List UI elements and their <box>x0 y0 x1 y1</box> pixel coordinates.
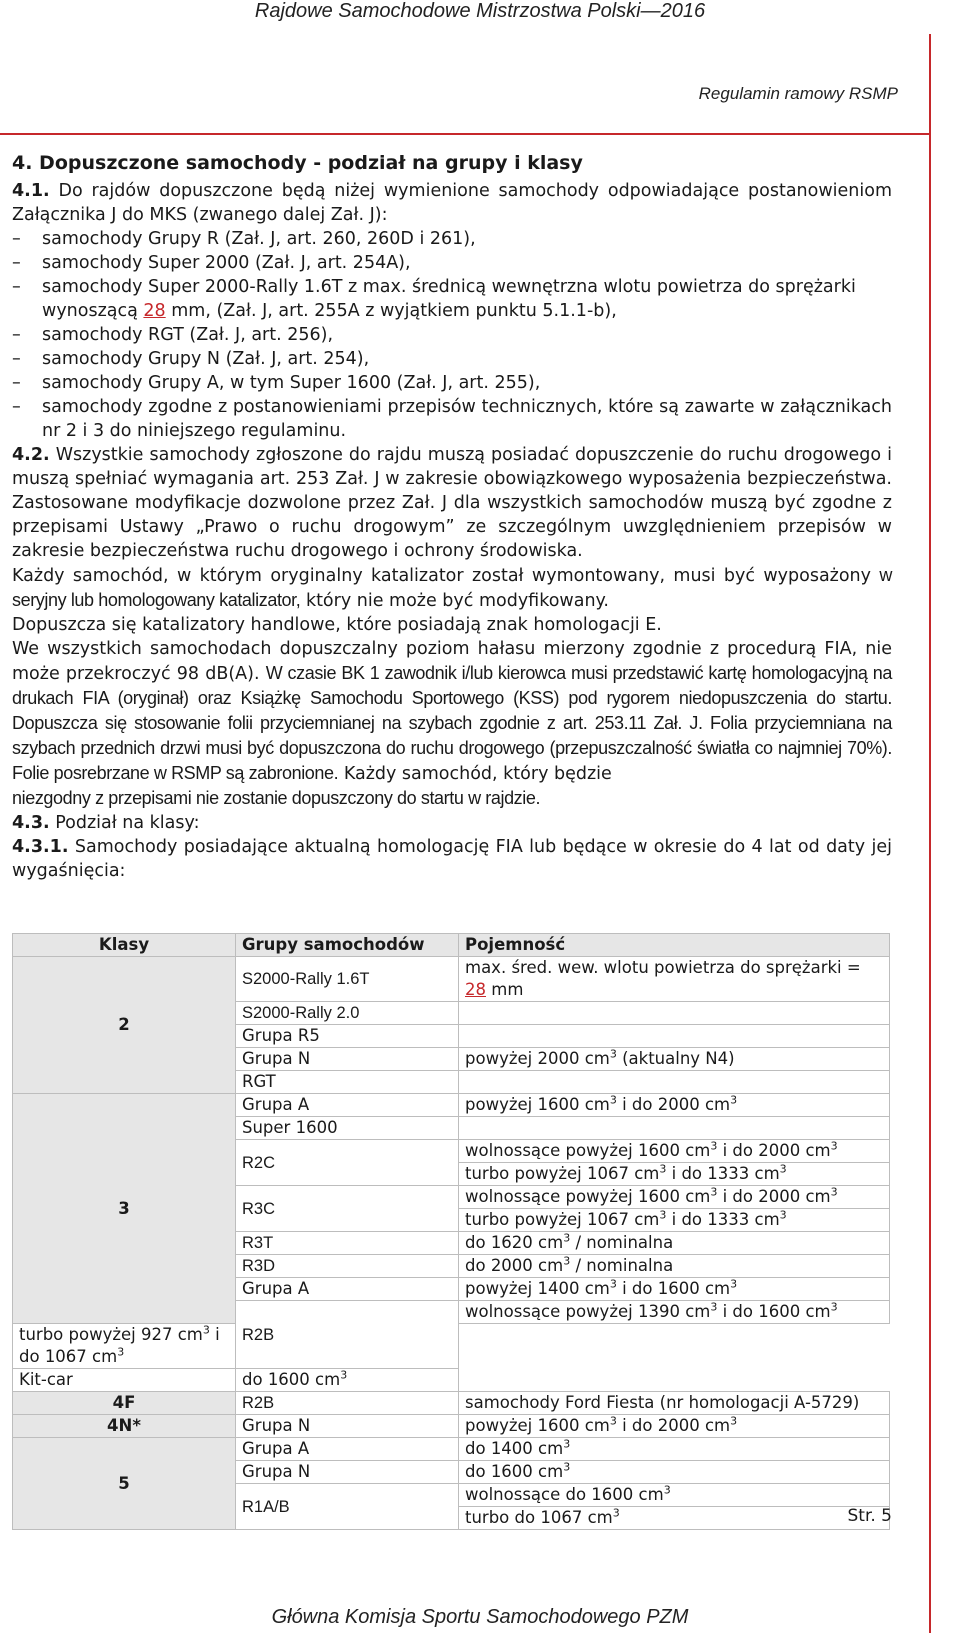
superscript: 3 <box>830 1139 838 1153</box>
superscript: 3 <box>663 1483 671 1497</box>
capacity-cell <box>459 1071 890 1094</box>
allowed-cars-list <box>12 227 892 443</box>
capacity-cell <box>459 1278 890 1301</box>
superscript: 3 <box>730 1093 738 1107</box>
paragraph-4-1 <box>12 179 892 227</box>
capacity-text: wolnossące powyżej 1390 cm <box>465 1302 711 1321</box>
class-cell: 5 <box>13 1438 236 1530</box>
group-cell: R1A/B <box>236 1484 459 1530</box>
column-header-klasy: Klasy <box>13 934 236 957</box>
group-cell: Grupa A <box>236 1094 459 1117</box>
document-header-subtitle: Regulamin ramowy RSMP <box>698 84 898 103</box>
paragraph-text: w seryjny lub homologowany katalizator, <box>12 565 892 610</box>
superscript: 3 <box>710 1185 718 1199</box>
capacity-text: / nominalna <box>570 1256 674 1275</box>
list-item: – samochody Grupy R (Zał. J, art. 260, 260D i 261), <box>12 227 892 251</box>
list-item-text: mm, (Zał. J, art. 255A z wyjątkiem punktu 5.1.1-b), <box>165 301 617 321</box>
document-header-title: Rajdowe Samochodowe Mistrzostwa Polski—2016 <box>254 0 706 22</box>
capacity-text: i do 2000 cm <box>717 1187 831 1206</box>
column-header-pojemnosc: Pojemność <box>459 934 890 957</box>
capacity-cell <box>459 1415 890 1438</box>
superscript: 3 <box>710 1139 718 1153</box>
capacity-text: do 1600 cm <box>242 1370 341 1389</box>
capacity-text: do 1400 cm <box>465 1439 564 1458</box>
superscript: 3 <box>340 1368 348 1382</box>
capacity-text: / nominalna <box>570 1233 674 1252</box>
paragraph-text: który nie może być modyfikowany. <box>300 591 609 611</box>
superscript: 3 <box>202 1323 210 1337</box>
document-body <box>12 150 892 883</box>
highlighted-value: 28 <box>143 301 166 321</box>
class-division-table <box>12 933 890 1530</box>
capacity-text: i do 1333 cm <box>666 1164 780 1183</box>
table-header-row <box>13 934 890 957</box>
superscript: 3 <box>830 1300 838 1314</box>
capacity-text: turbo powyżej 1067 cm <box>465 1210 660 1229</box>
paragraph-text: niezgodny z przepisami nie zostanie dopuszczony do startu w rajdzie. <box>12 788 541 808</box>
superscript: 3 <box>612 1506 620 1520</box>
capacity-text: mm <box>486 980 524 999</box>
superscript: 3 <box>710 1300 718 1314</box>
capacity-cell <box>459 1025 890 1048</box>
capacity-text: i do 1067 cm <box>19 1325 220 1366</box>
superscript: 3 <box>117 1345 125 1359</box>
superscript: 3 <box>779 1208 787 1222</box>
paragraph-number: 4.1. <box>12 181 50 201</box>
column-header-grupy: Grupy samochodów <box>236 934 459 957</box>
group-cell: R2C <box>236 1140 459 1186</box>
paragraph-text: Każdy samochód, w którym oryginalny katalizator został wymontowany, musi być wyposażony <box>12 566 880 586</box>
group-cell: R2B <box>236 1392 459 1415</box>
capacity-cell <box>459 1048 890 1071</box>
capacity-text: do 1600 cm <box>465 1462 564 1481</box>
group-cell: Super 1600 <box>236 1117 459 1140</box>
capacity-text: powyżej 2000 cm <box>465 1049 610 1068</box>
capacity-cell <box>459 1255 890 1278</box>
list-item: – samochody Grupy N (Zał. J, art. 254), <box>12 347 892 371</box>
paragraph-text: Wszystkie samochody zgłoszone do rajdu muszą posiadać dopuszczenie do ruchu drogowego i muszą spełniać wymagania art. 253 Zał. J w zakresie obowiązkowego wyposażenia bezpieczeństwa. Zastosowane modyfikacje dozwolone przez Zał. J dla wszystkich samochodów muszą być zgodne z przepisami Ustawy „Prawo o ruchu drogowym” ze szczególnym uwzględnieniem przepisów w zakresie bezpieczeństwa ruchu drogowego i ochrony środowiska. <box>12 445 892 561</box>
paragraph-catalyst <box>12 563 892 613</box>
capacity-cell <box>459 1186 890 1209</box>
capacity-cell <box>459 1002 890 1025</box>
group-cell: R3T <box>236 1232 459 1255</box>
page-number: Str. 5 <box>847 1506 892 1526</box>
group-cell: Grupa N <box>236 1048 459 1071</box>
group-cell: S2000-Rally 2.0 <box>236 1002 459 1025</box>
capacity-cell <box>459 1461 890 1484</box>
list-item: – samochody RGT (Zał. J, art. 256), <box>12 323 892 347</box>
red-vertical-rule <box>929 34 931 1633</box>
superscript: 3 <box>563 1437 571 1451</box>
superscript: 3 <box>609 1414 617 1428</box>
paragraph-number: 4.3. <box>12 813 50 833</box>
paragraph-number: 4.3.1. <box>12 837 69 857</box>
section-heading: 4. Dopuszczone samochody - podział na grupy i klasy <box>12 152 583 174</box>
capacity-text: i do 2000 cm <box>717 1141 831 1160</box>
capacity-cell <box>459 1094 890 1117</box>
superscript: 3 <box>609 1277 617 1291</box>
capacity-text: powyżej 1600 cm <box>465 1416 610 1435</box>
superscript: 3 <box>730 1277 738 1291</box>
capacity-cell <box>459 957 890 1002</box>
capacity-text: wolnossące powyżej 1600 cm <box>465 1187 711 1206</box>
capacity-text: max. śred. wew. wlotu powietrza do sprężarki = <box>465 958 861 977</box>
paragraph-number: 4.2. <box>12 445 50 465</box>
highlighted-value: 28 <box>465 980 486 999</box>
table-row <box>13 1415 890 1438</box>
group-cell: Kit-car <box>13 1369 236 1392</box>
list-item: – samochody Super 2000 (Zał. J, art. 254A), <box>12 251 892 275</box>
group-cell: R3D <box>236 1255 459 1278</box>
capacity-cell <box>459 1163 890 1186</box>
superscript: 3 <box>830 1185 838 1199</box>
paragraph-noise <box>12 637 892 811</box>
capacity-text: do 1620 cm <box>465 1233 564 1252</box>
capacity-text: i do 1600 cm <box>616 1279 731 1298</box>
group-cell: R3C <box>236 1186 459 1232</box>
capacity-cell <box>459 1232 890 1255</box>
group-cell: Grupa R5 <box>236 1025 459 1048</box>
superscript: 3 <box>563 1460 571 1474</box>
list-item: – samochody zgodne z postanowieniami przepisów technicznych, które są zawarte w załącznikach nr 2 i 3 do niniejszego regulaminu. <box>12 395 892 443</box>
capacity-cell <box>459 1117 890 1140</box>
capacity-text: powyżej 1600 cm <box>465 1095 610 1114</box>
table-row <box>13 1094 890 1117</box>
group-cell: Grupa N <box>236 1461 459 1484</box>
superscript: 3 <box>609 1093 617 1107</box>
paragraph-text: Podział na klasy: <box>49 813 200 833</box>
table-row <box>13 957 890 1002</box>
group-cell: S2000-Rally 1.6T <box>236 957 459 1002</box>
table-row <box>13 1438 890 1461</box>
capacity-cell <box>459 1484 890 1507</box>
superscript: 3 <box>563 1254 571 1268</box>
superscript: 3 <box>609 1047 617 1061</box>
list-item: – samochody Grupy A, w tym Super 1600 (Zał. J, art. 255), <box>12 371 892 395</box>
list-item <box>12 275 892 323</box>
capacity-text: i do 1333 cm <box>666 1210 780 1229</box>
paragraph-catalyst-2: Dopuszcza się katalizatory handlowe, które posiadają znak homologacji E. <box>12 615 662 635</box>
capacity-cell <box>459 1438 890 1461</box>
capacity-cell <box>13 1324 236 1369</box>
group-cell: R2B <box>236 1301 459 1369</box>
table-row <box>13 1392 890 1415</box>
capacity-cell <box>236 1369 459 1392</box>
superscript: 3 <box>563 1231 571 1245</box>
capacity-text: turbo powyżej 927 cm <box>19 1325 203 1344</box>
paragraph-4-3 <box>12 811 892 835</box>
superscript: 3 <box>730 1414 738 1428</box>
capacity-text: i do 1600 cm <box>717 1302 831 1321</box>
capacity-text: powyżej 1400 cm <box>465 1279 610 1298</box>
capacity-text: turbo powyżej 1067 cm <box>465 1164 660 1183</box>
capacity-text: turbo do 1067 cm <box>465 1508 613 1527</box>
group-cell: Grupa A <box>236 1438 459 1461</box>
capacity-text: do 2000 cm <box>465 1256 564 1275</box>
capacity-text: wolnossące do 1600 cm <box>465 1485 664 1504</box>
paragraph-4-2 <box>12 443 892 563</box>
paragraph-text: Do rajdów dopuszczone będą niżej wymienione samochody odpowiadające postanowieniom Załącznika J do MKS (zwanego dalej Zał. J): <box>12 181 892 225</box>
list-item-text: samochody Super 2000-Rally 1.6T z max. średnicą wewnętrzna wlotu powietrza do sprężarki wynoszącą <box>42 277 856 321</box>
capacity-text: i do 2000 cm <box>616 1095 731 1114</box>
group-cell: Grupa A <box>236 1278 459 1301</box>
group-cell: RGT <box>236 1071 459 1094</box>
capacity-text: wolnossące powyżej 1600 cm <box>465 1141 711 1160</box>
class-cell: 2 <box>13 957 236 1094</box>
superscript: 3 <box>659 1208 667 1222</box>
class-cell: 4F <box>13 1392 236 1415</box>
capacity-cell: samochody Ford Fiesta (nr homologacji A-5729) <box>459 1392 890 1415</box>
capacity-cell <box>459 1140 890 1163</box>
class-cell: 4N* <box>13 1415 236 1438</box>
paragraph-text: Samochody posiadające aktualną homologację FIA lub będące w okresie do 4 lat od daty jej wygaśnięcia: <box>12 837 892 881</box>
capacity-cell <box>459 1209 890 1232</box>
paragraph-text: Każdy samochód, który będzie <box>338 764 612 784</box>
class-cell: 3 <box>13 1094 236 1324</box>
capacity-text: (aktualny N4) <box>616 1049 735 1068</box>
paragraph-text: We wszystkich samochodach dopuszczalny poziom hałasu mierzony zgodnie z procedurą FIA, nie może przekroczyć 98 dB(A). <box>12 639 892 684</box>
paragraph-4-3-1 <box>12 835 892 883</box>
capacity-cell <box>459 1507 890 1530</box>
superscript: 3 <box>659 1162 667 1176</box>
table-row <box>13 1369 890 1392</box>
capacity-text: i do 2000 cm <box>616 1416 731 1435</box>
red-horizontal-rule <box>0 133 929 135</box>
document-footer: Główna Komisja Sportu Samochodowego PZM <box>271 1606 689 1628</box>
paragraph-text: W czasie BK 1 zawodnik i/lub kierowca musi przedstawić kartę homologacyjną na drukach FIA (oryginał) oraz Książkę Samochodu Sportowego (KSS) pod rygorem niedopuszczenia do startu. Dopuszcza się stosowanie folii przyciemnianej na szybach zgodnie z art. 253.11 Zał. J. Folia przyciemniana na szybach przednich drzwi musi być dopuszczona do ruchu drogowego (przepuszczalność światła co najmniej 70%). Folie posrebrzane w RSMP są zabronione. <box>12 663 892 783</box>
superscript: 3 <box>779 1162 787 1176</box>
capacity-cell <box>459 1301 890 1324</box>
group-cell: Grupa N <box>236 1415 459 1438</box>
